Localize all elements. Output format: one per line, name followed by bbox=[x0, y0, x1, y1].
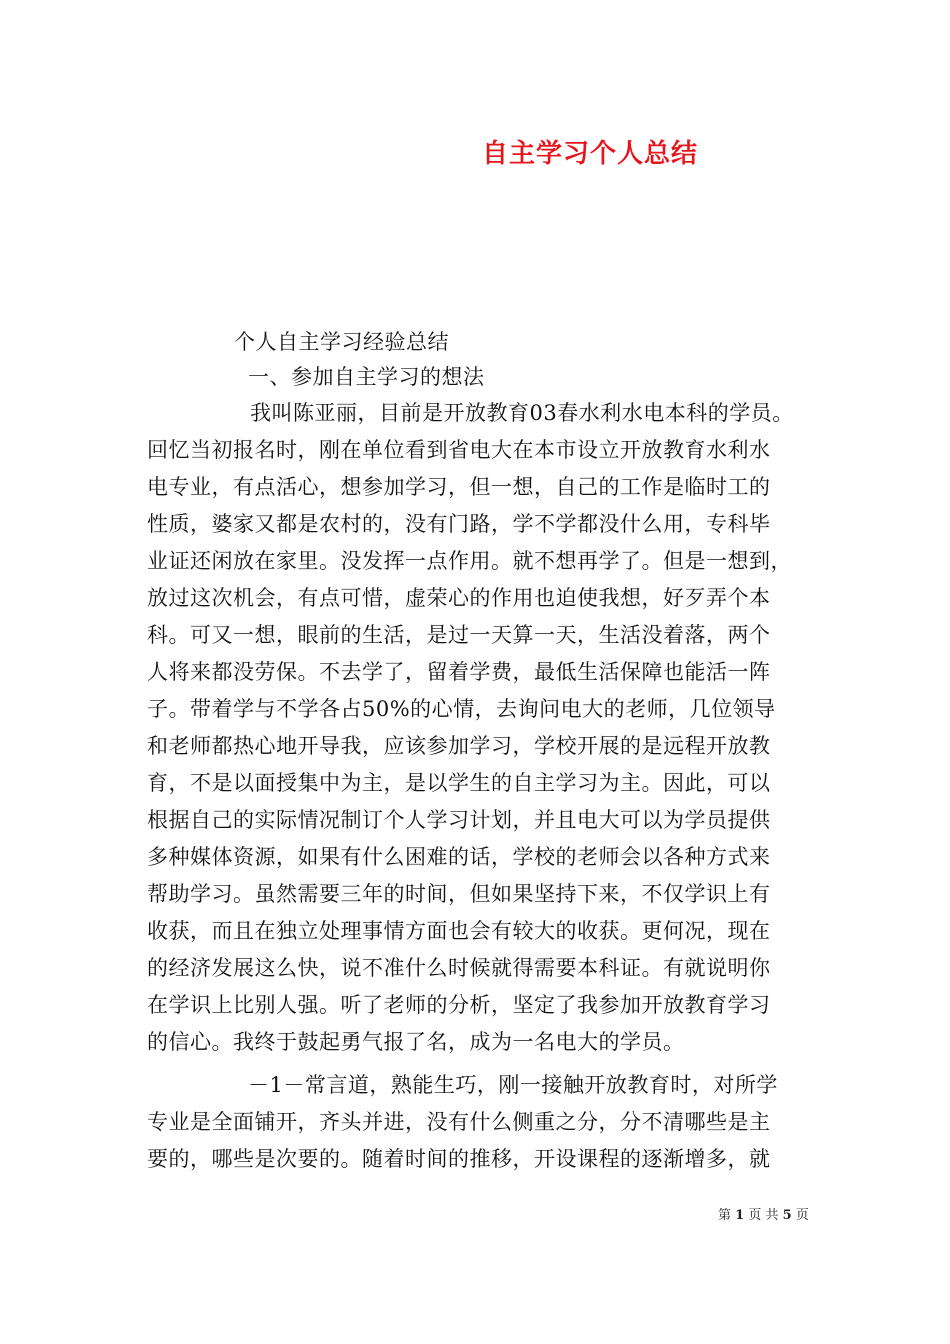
text-line: 帮助学习。虽然需要三年的时间，但如果坚持下来，不仅学识上有 bbox=[147, 882, 771, 906]
footer-middle: 页 共 bbox=[748, 1208, 779, 1223]
text-line: 人将来都没劳保。不去学了，留着学费，最低生活保障也能活一阵 bbox=[147, 660, 771, 684]
text-line: 多种媒体资源，如果有什么困难的话，学校的老师会以各种方式来 bbox=[147, 845, 771, 869]
footer-prefix: 第 bbox=[718, 1208, 732, 1223]
text-line: 回忆当初报名时，刚在单位看到省电大在本市设立开放教育水利水 bbox=[147, 438, 771, 462]
text-line: 性质，婆家又都是农村的，没有门路，学不学都没什么用，专科毕 bbox=[147, 512, 771, 536]
text-line: 放过这次机会，有点可惜，虚荣心的作用也迫使我想，好歹弄个本 bbox=[147, 586, 771, 610]
footer-total-pages: 5 bbox=[782, 1208, 792, 1223]
text-line: 在学识上比别人强。听了老师的分析，坚定了我参加开放教育学习 bbox=[147, 993, 771, 1017]
text-line: 育，不是以面授集中为主，是以学生的自主学习为主。因此，可以 bbox=[147, 771, 771, 795]
text-line: 和老师都热心地开导我，应该参加学习，学校开展的是远程开放教 bbox=[147, 734, 771, 758]
text-line: 我叫陈亚丽，目前是开放教育03春水利水电本科的学员。 bbox=[250, 401, 794, 425]
text-line: 的经济发展这么快，说不准什么时候就得需要本科证。有就说明你 bbox=[147, 956, 771, 980]
text-line: 电专业，有点活心，想参加学习，但一想，自己的工作是临时工的 bbox=[147, 475, 771, 499]
text-line: 业证还闲放在家里。没发挥一点作用。就不想再学了。但是一想到， bbox=[147, 549, 792, 573]
text-line: 根据自己的实际情况制订个人学习计划，并且电大可以为学员提供 bbox=[147, 808, 771, 832]
text-line: 收获，而且在独立处理事情方面也会有较大的收获。更何况，现在 bbox=[147, 919, 771, 943]
section-heading: 一、参加自主学习的想法 bbox=[248, 365, 485, 389]
text-line: 要的，哪些是次要的。随着时间的推移，开设课程的逐渐增多，就 bbox=[147, 1147, 771, 1171]
text-line: 子。带着学与不学各占50%的心情，去询问电大的老师，几位领导 bbox=[147, 697, 776, 721]
footer-suffix: 页 bbox=[795, 1208, 809, 1223]
text-line: 专业是全面铺开，齐头并进，没有什么侧重之分，分不清哪些是主 bbox=[147, 1110, 771, 1134]
document-title: 自主学习个人总结 bbox=[481, 139, 698, 169]
text-line: 科。可又一想，眼前的生活，是过一天算一天，生活没着落，两个 bbox=[147, 623, 771, 647]
footer-page-number: 1 bbox=[735, 1208, 745, 1223]
text-line: －1－常言道，熟能生巧，刚一接触开放教育时，对所学 bbox=[248, 1073, 778, 1097]
text-line: 的信心。我终于鼓起勇气报了名，成为一名电大的学员。 bbox=[147, 1030, 685, 1054]
subtitle: 个人自主学习经验总结 bbox=[234, 330, 449, 354]
page-footer bbox=[718, 1204, 809, 1223]
